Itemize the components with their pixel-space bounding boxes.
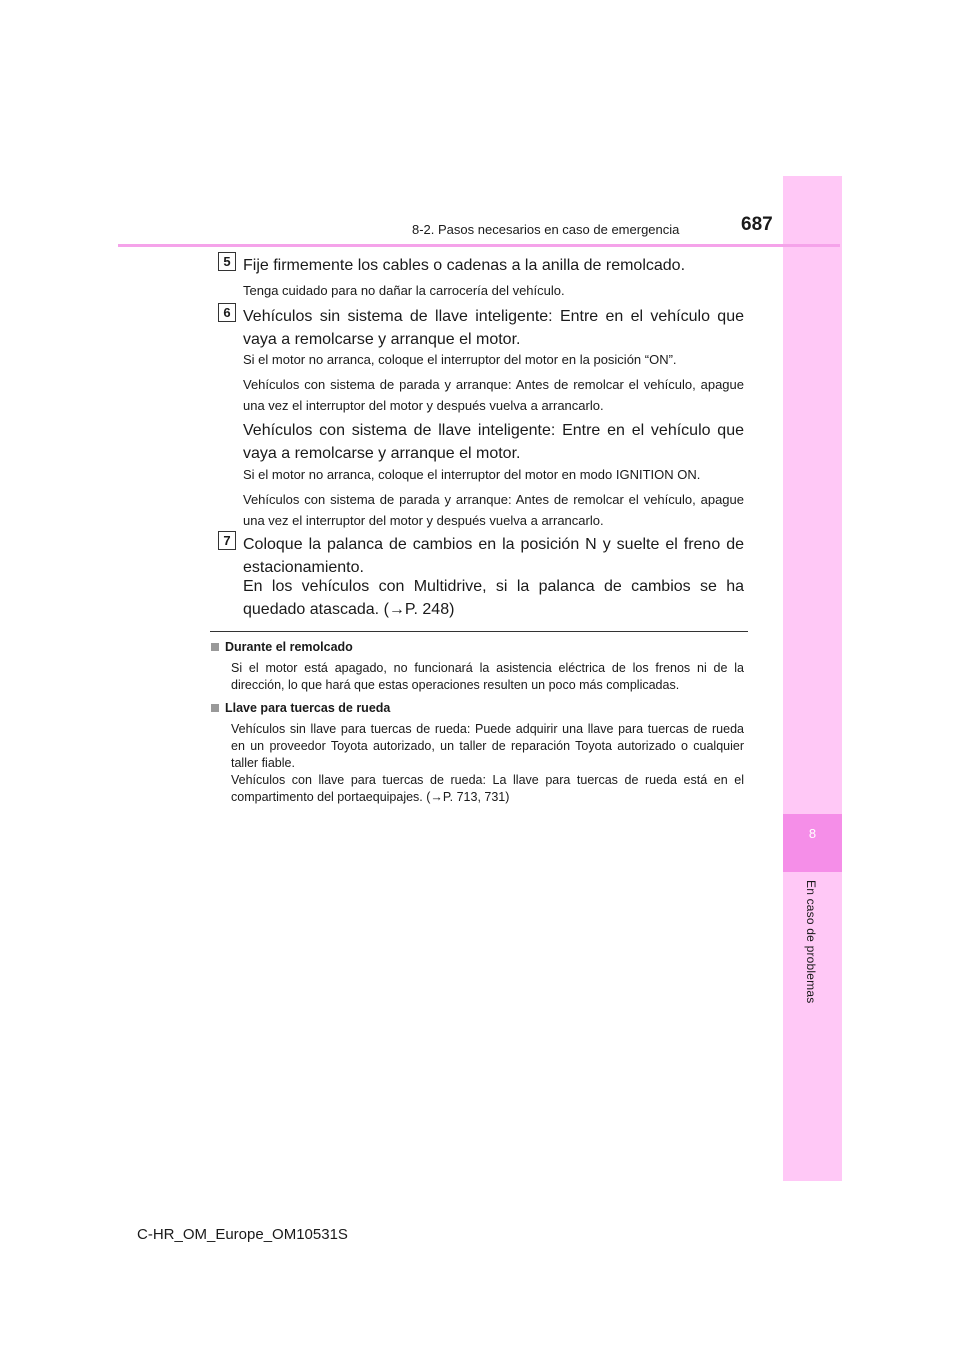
note-title: Durante el remolcado <box>225 640 353 654</box>
note-title: Llave para tuercas de rueda <box>225 701 391 715</box>
document-footer: C-HR_OM_Europe_OM10531S <box>137 1226 348 1243</box>
step-6-badge: 6 <box>218 303 236 322</box>
step-6-sub-4: Vehículos con sistema de parada y arranque: Antes de remolcar el vehículo, apague una vez el interruptor del motor y después vuelva a arrancarlo. <box>243 492 744 528</box>
step-5-main: Fije firmemente los cables o cadenas a la anilla de remolcado. <box>243 257 686 274</box>
note-body: Si el motor está apagado, no funcionará la asistencia eléctrica de los frenos ni de la dirección, lo que hará que estas operaciones resulten un poco más complicadas. <box>231 661 744 692</box>
note-heading <box>211 701 390 715</box>
step-6-main-2: Vehículos con sistema de llave inteligente: Entre en el vehículo que vaya a remolcarse y arranque el motor. <box>243 422 744 462</box>
chapter-number-box <box>783 814 842 872</box>
note-body-2: Vehículos con llave para tuercas de rueda: La llave para tuercas de rueda está en el compartimento del portaequipajes. (→P. 713, 731) <box>231 773 744 804</box>
page-number: 687 <box>741 214 773 235</box>
section-title: 8-2. Pasos necesarios en caso de emergencia <box>412 222 680 237</box>
chapter-label: En caso de problemas <box>804 880 818 1004</box>
header-rule <box>118 244 840 247</box>
chapter-number: 8 <box>808 826 817 841</box>
section-divider <box>210 631 748 632</box>
step-7-badge: 7 <box>218 531 236 550</box>
square-bullet-icon <box>211 704 219 712</box>
step-7-main-extra: En los vehículos con Multidrive, si la palanca de cambios se ha quedado atascada. (→P. 248) <box>243 578 744 618</box>
chapter-side-tab <box>783 176 842 1181</box>
step-6-sub-3: Si el motor no arranca, coloque el interruptor del motor en modo IGNITION ON. <box>243 467 701 482</box>
square-bullet-icon <box>211 643 219 651</box>
step-6-sub-2: Vehículos con sistema de parada y arranque: Antes de remolcar el vehículo, apague una vez el interruptor del motor y después vuelva a arrancarlo. <box>243 377 744 413</box>
note-heading <box>211 640 353 654</box>
note-body: Vehículos sin llave para tuercas de rueda: Puede adquirir una llave para tuercas de rueda en un proveedor Toyota autorizado, un taller de reparación Toyota autorizado o cualquier taller fiable. <box>231 722 744 770</box>
step-6-main: Vehículos sin sistema de llave inteligente: Entre en el vehículo que vaya a remolcarse y arranque el motor. <box>243 308 744 348</box>
step-7-main: Coloque la palanca de cambios en la posición N y suelte el freno de estacionamiento. <box>243 536 744 576</box>
step-6-sub-1: Si el motor no arranca, coloque el interruptor del motor en la posición “ON”. <box>243 352 677 367</box>
step-5-sub: Tenga cuidado para no dañar la carrocería del vehículo. <box>243 283 565 298</box>
step-5-badge: 5 <box>218 252 236 271</box>
